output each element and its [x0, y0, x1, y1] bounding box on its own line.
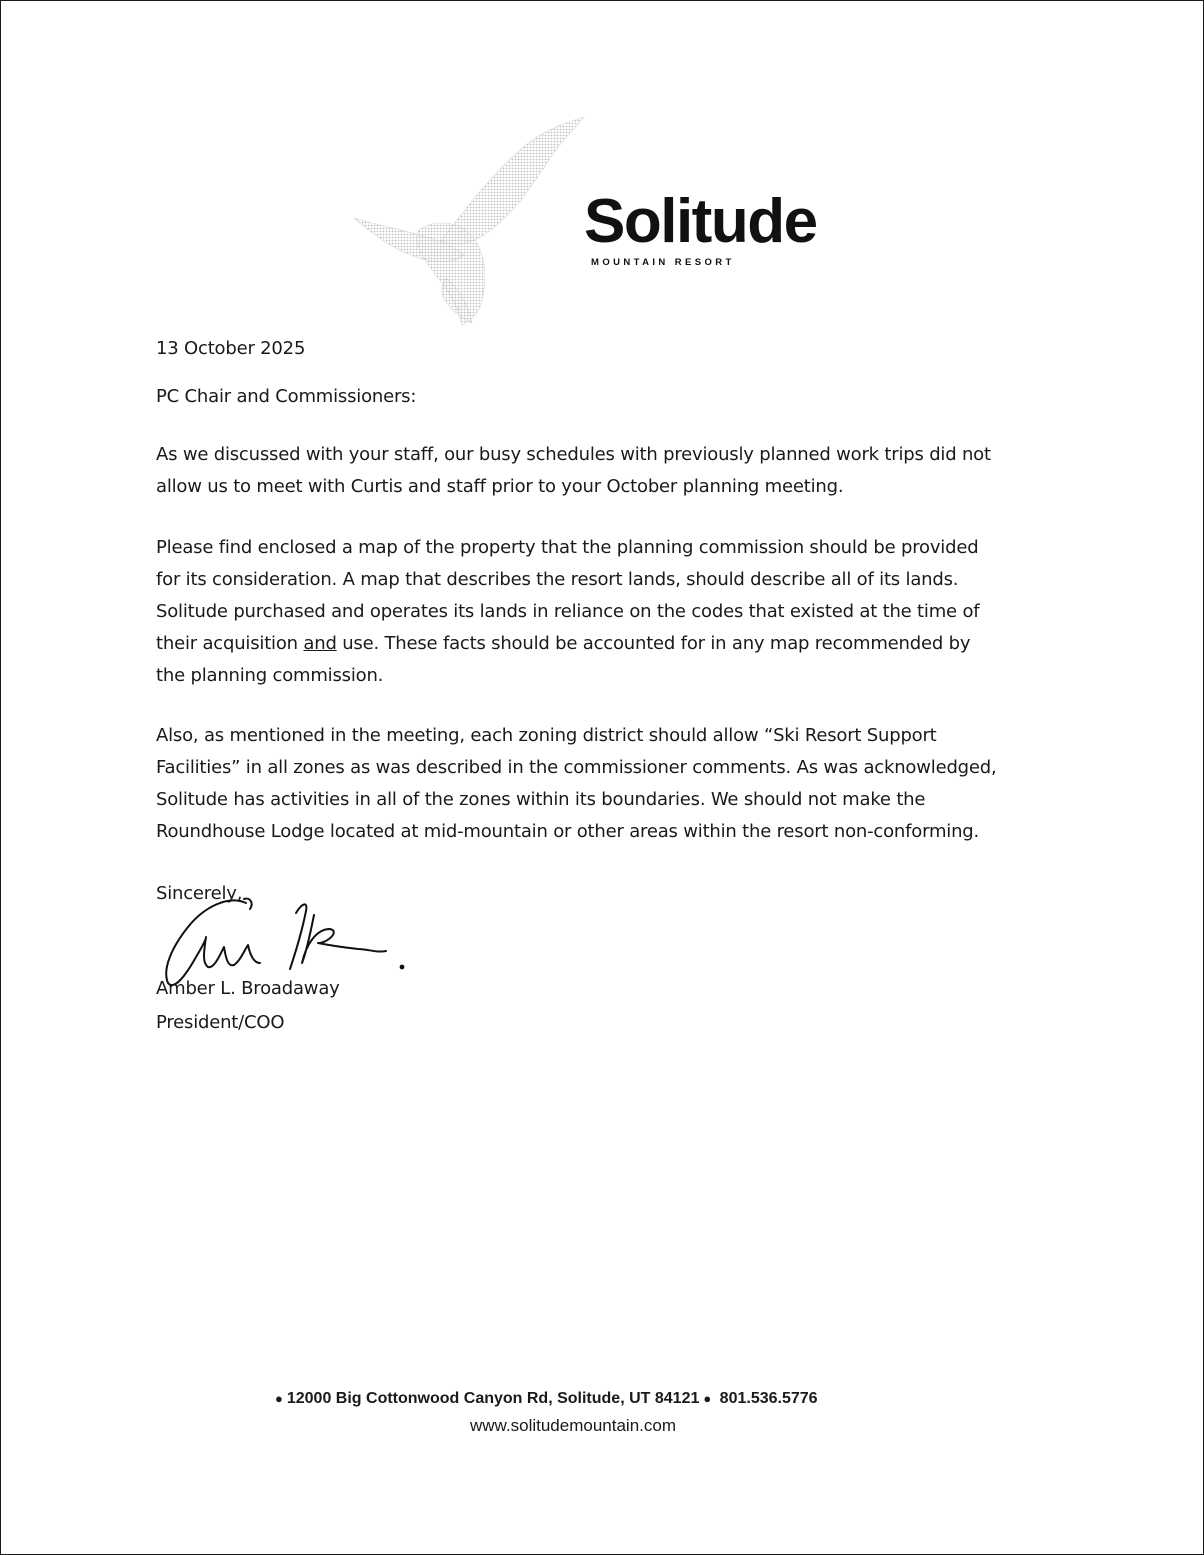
bullet-icon: ● — [275, 1391, 283, 1406]
footer-website: www.solitudemountain.com — [470, 1416, 676, 1435]
paragraph-line: allow us to meet with Curtis and staff prior to your October planning meeting. — [156, 476, 844, 497]
underlined-word: and — [303, 633, 337, 654]
paragraph-line: Also, as mentioned in the meeting, each zoning district should allow “Ski Resort Support — [156, 725, 937, 746]
handwritten-signature — [146, 889, 416, 999]
paragraph-line: Please find enclosed a map of the property that the planning commission should be provided — [156, 537, 979, 558]
text-segment: use. These facts should be accounted for in any map recommended by — [336, 633, 971, 654]
company-logo-name: Solitude — [584, 187, 817, 256]
signer-name: Amber L. Broadaway — [156, 978, 340, 999]
paragraph-line — [156, 628, 979, 660]
letter-paragraph-1 — [156, 439, 991, 503]
bullet-icon: ● — [703, 1391, 712, 1406]
footer-address: 12000 Big Cottonwood Canyon Rd, Solitude, UT 84121 — [286, 1390, 700, 1407]
paragraph-line: Facilities” in all zones as was described in the commissioner comments. As was acknowledged, — [156, 757, 997, 778]
letter-paragraph-3 — [156, 720, 997, 848]
letter-date: 13 October 2025 — [156, 338, 306, 359]
paragraph-line: for its consideration. A map that describes the resort lands, should describe all of its lands. — [156, 569, 959, 590]
footer-address-line — [271, 1390, 818, 1408]
signer-title: President/COO — [156, 1012, 285, 1033]
paragraph-line: the planning commission. — [156, 665, 384, 686]
company-logo-subtitle: MOUNTAIN RESORT — [591, 257, 735, 268]
letter-closing: Sincerely, — [156, 883, 243, 904]
letter-salutation: PC Chair and Commissioners: — [156, 386, 417, 407]
text-segment: their acquisition — [156, 633, 304, 654]
paragraph-line: Solitude purchased and operates its lands in reliance on the codes that existed at the time of — [156, 601, 980, 622]
paragraph-line: Roundhouse Lodge located at mid-mountain or other areas within the resort non-conforming. — [156, 821, 980, 842]
eagle-logo-icon — [346, 113, 606, 328]
footer-phone: 801.536.5776 — [719, 1390, 818, 1407]
paragraph-line: As we discussed with your staff, our busy schedules with previously planned work trips did not — [156, 444, 991, 465]
letter-paragraph-2 — [156, 532, 979, 692]
paragraph-line: Solitude has activities in all of the zones within its boundaries. We should not make the — [156, 789, 926, 810]
